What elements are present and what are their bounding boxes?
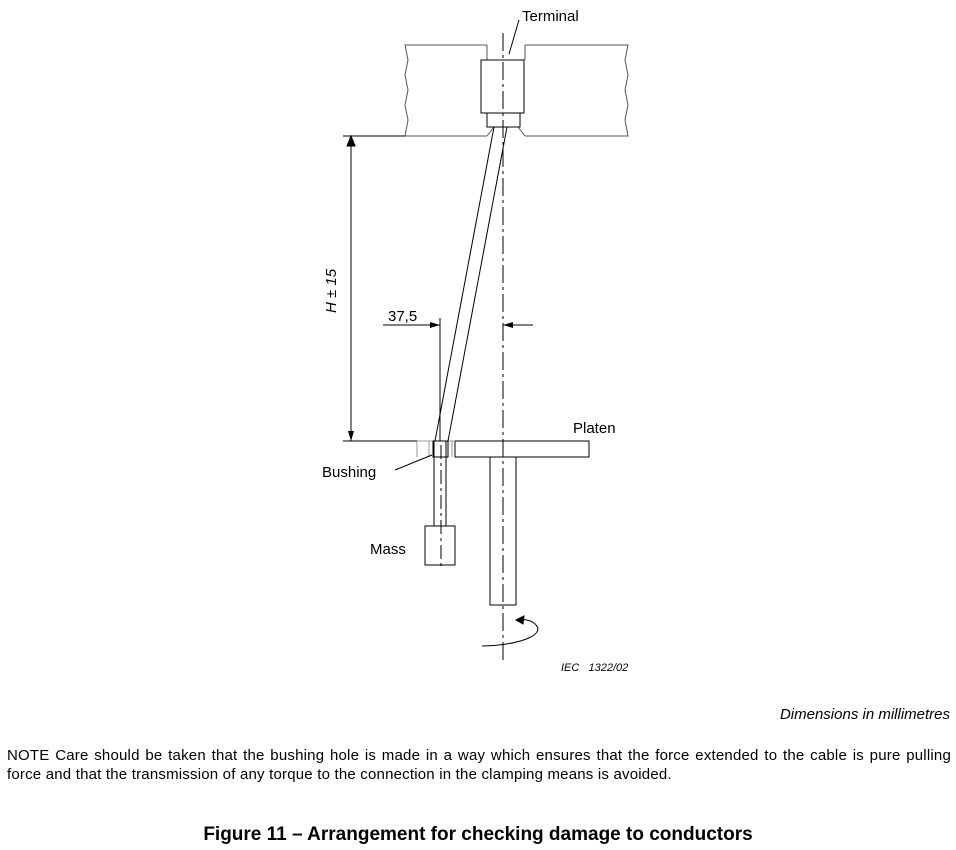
cable — [435, 127, 494, 441]
mass — [425, 526, 455, 565]
note-paragraph: NOTE Care should be taken that the bushing hole is made in a way which ensures that the force extended to the cable is pure pulling force and that the transmission of any torque to the connection in the clamping means is avoided. — [7, 747, 951, 783]
platen-label: Platen — [573, 420, 616, 437]
rotation-arrow-icon — [482, 620, 538, 646]
offset-dimension-label: 37,5 — [388, 308, 418, 325]
terminal-label: Terminal — [522, 8, 579, 25]
bushing-label: Bushing — [322, 464, 377, 481]
platen — [455, 441, 589, 457]
figure-caption: Figure 11 – Arrangement for checking damage to conductors — [203, 824, 753, 845]
mass-label: Mass — [370, 541, 406, 558]
right-clamp-block — [525, 45, 628, 136]
figure-reference: IEC 1322/02 — [561, 662, 629, 674]
height-dimension-label: H ± 15 — [323, 268, 340, 313]
left-clamp-block — [405, 45, 487, 136]
dimensions-note: Dimensions in millimetres — [779, 706, 950, 723]
